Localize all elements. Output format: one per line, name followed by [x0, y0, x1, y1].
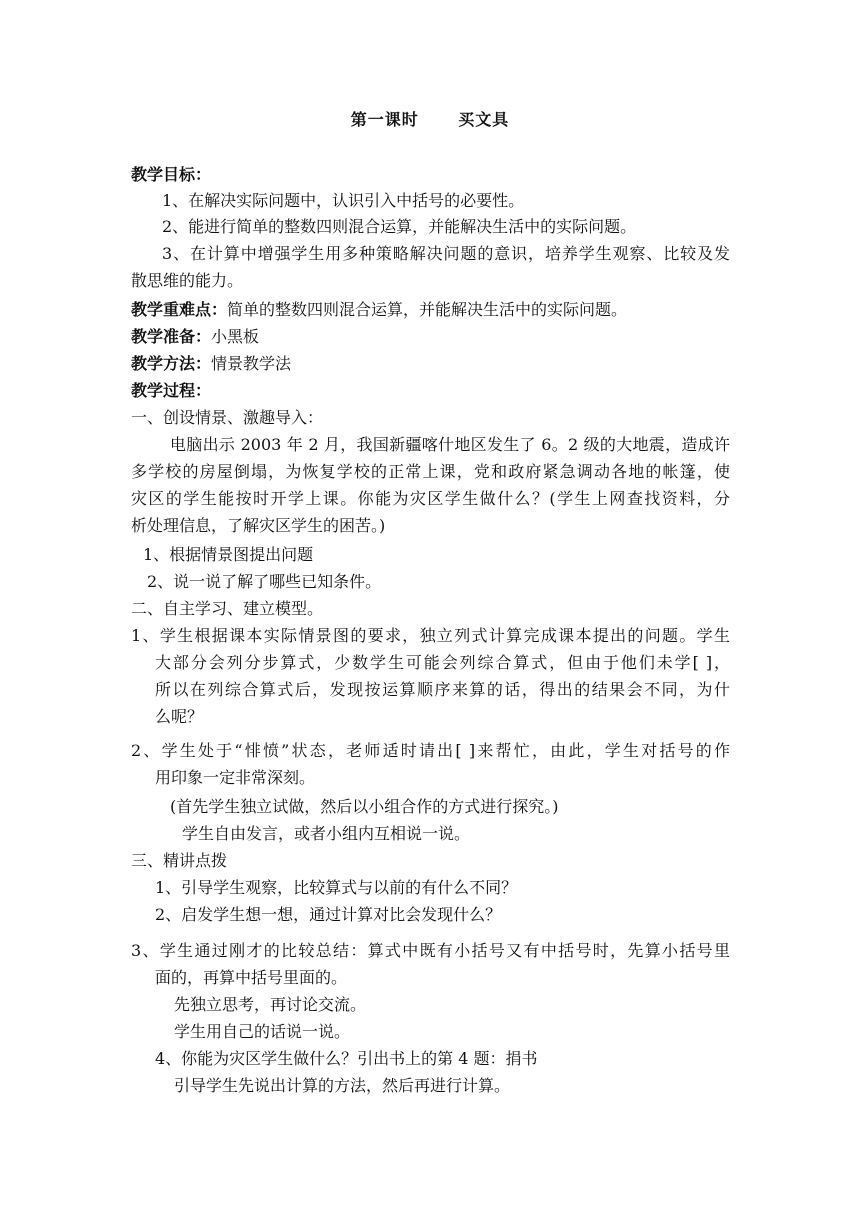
- process-heading: 教学过程：: [131, 381, 212, 400]
- part3-item-4: 4、你能为灾区学生做什么？引出书上的第 4 题：捐书: [155, 1049, 538, 1068]
- part1-line-1: 电脑出示 2003 年 2 月，我国新疆喀什地区发生了 6。2 级的大地震，造成许: [170, 435, 730, 454]
- part1-line-2: 多学校的房屋倒塌，为恢复学校的正常上课，党和政府紧急调动各地的帐篷，使: [131, 462, 730, 481]
- part3-item-2: 2、启发学生想一想，通过计算对比会发现什么？: [155, 905, 502, 924]
- goals-heading: 教学目标：: [131, 165, 212, 184]
- part1-item-2: 2、说一说了解了哪些已知条件。: [147, 572, 382, 591]
- part2-item2-line-2: 用印象一定非常深刻。: [155, 768, 316, 787]
- part1-line-4: 析处理信息，了解灾区学生的困苦。): [131, 516, 386, 535]
- goal-item-3: 3、在计算中增强学生用多种策略解决问题的意识，培养学生观察、比较及发: [162, 244, 730, 263]
- part1-line-3: 灾区的学生能按时开学上课。你能为灾区学生做什么？(学生上网查找资料，分: [131, 489, 730, 508]
- part2-note-1: (首先学生独立试做，然后以小组合作的方式进行探究。): [170, 797, 559, 816]
- preparation-label: 教学准备：: [131, 327, 212, 346]
- part3-item4-note: 引导学生先说出计算的方法，然后再进行计算。: [174, 1076, 511, 1095]
- part2-note-2: 学生自由发言，或者小组内互相说一说。: [182, 824, 471, 843]
- method-row: [131, 353, 291, 375]
- part3-note-1: 先独立思考，再讨论交流。: [174, 995, 367, 1014]
- part2-heading: 二、自主学习、建立模型。: [131, 599, 324, 618]
- part1-item-1: 1、根据情景图提出问题: [143, 545, 314, 564]
- preparation-row: [131, 326, 259, 348]
- part1-heading: 一、创设情景、激趣导入：: [131, 408, 324, 427]
- key-points-label: 教学重难点：: [131, 300, 228, 319]
- goal-item-3-cont: 散思维的能力。: [131, 271, 244, 290]
- part3-item3-line-1: 3、学生通过刚才的比较总结：算式中既有小括号又有中括号时，先算小括号里: [131, 941, 730, 960]
- part3-item3-line-2: 面的，再算中括号里面的。: [155, 968, 348, 987]
- part3-note-2: 学生用自己的话说一说。: [174, 1022, 351, 1041]
- method-label: 教学方法：: [131, 354, 212, 373]
- page-title: 第一课时 买文具: [350, 110, 510, 129]
- part2-item1-line-4: 么呢？: [155, 707, 204, 726]
- part2-item1-line-2: 大部分会列分步算式，少数学生可能会列综合算式，但由于他们未学[ ]，: [155, 653, 730, 672]
- goal-item-1: 1、在解决实际问题中，认识引入中括号的必要性。: [162, 191, 525, 210]
- part2-item1-line-1: 1、学生根据课本实际情景图的要求，独立列式计算完成课本提出的问题。学生: [131, 626, 730, 645]
- key-points-row: [131, 299, 627, 321]
- method-text: 情景教学法: [211, 354, 292, 373]
- part3-item-1: 1、引导学生观察，比较算式与以前的有什么不同？: [155, 878, 518, 897]
- key-points-text: 简单的整数四则混合运算，并能解决生活中的实际问题。: [227, 300, 628, 319]
- part3-heading: 三、精讲点拨: [131, 851, 228, 870]
- preparation-text: 小黑板: [211, 327, 260, 346]
- part2-item1-line-3: 所以在列综合算式后，发现按运算顺序来算的话，得出的结果会不同，为什: [155, 680, 730, 699]
- goal-item-2: 2、能进行简单的整数四则混合运算，并能解决生活中的实际问题。: [162, 217, 637, 236]
- part2-item2-line-1: 2、学生处于“悱愤”状态，老师适时请出[ ]来帮忙，由此，学生对括号的作: [131, 741, 730, 760]
